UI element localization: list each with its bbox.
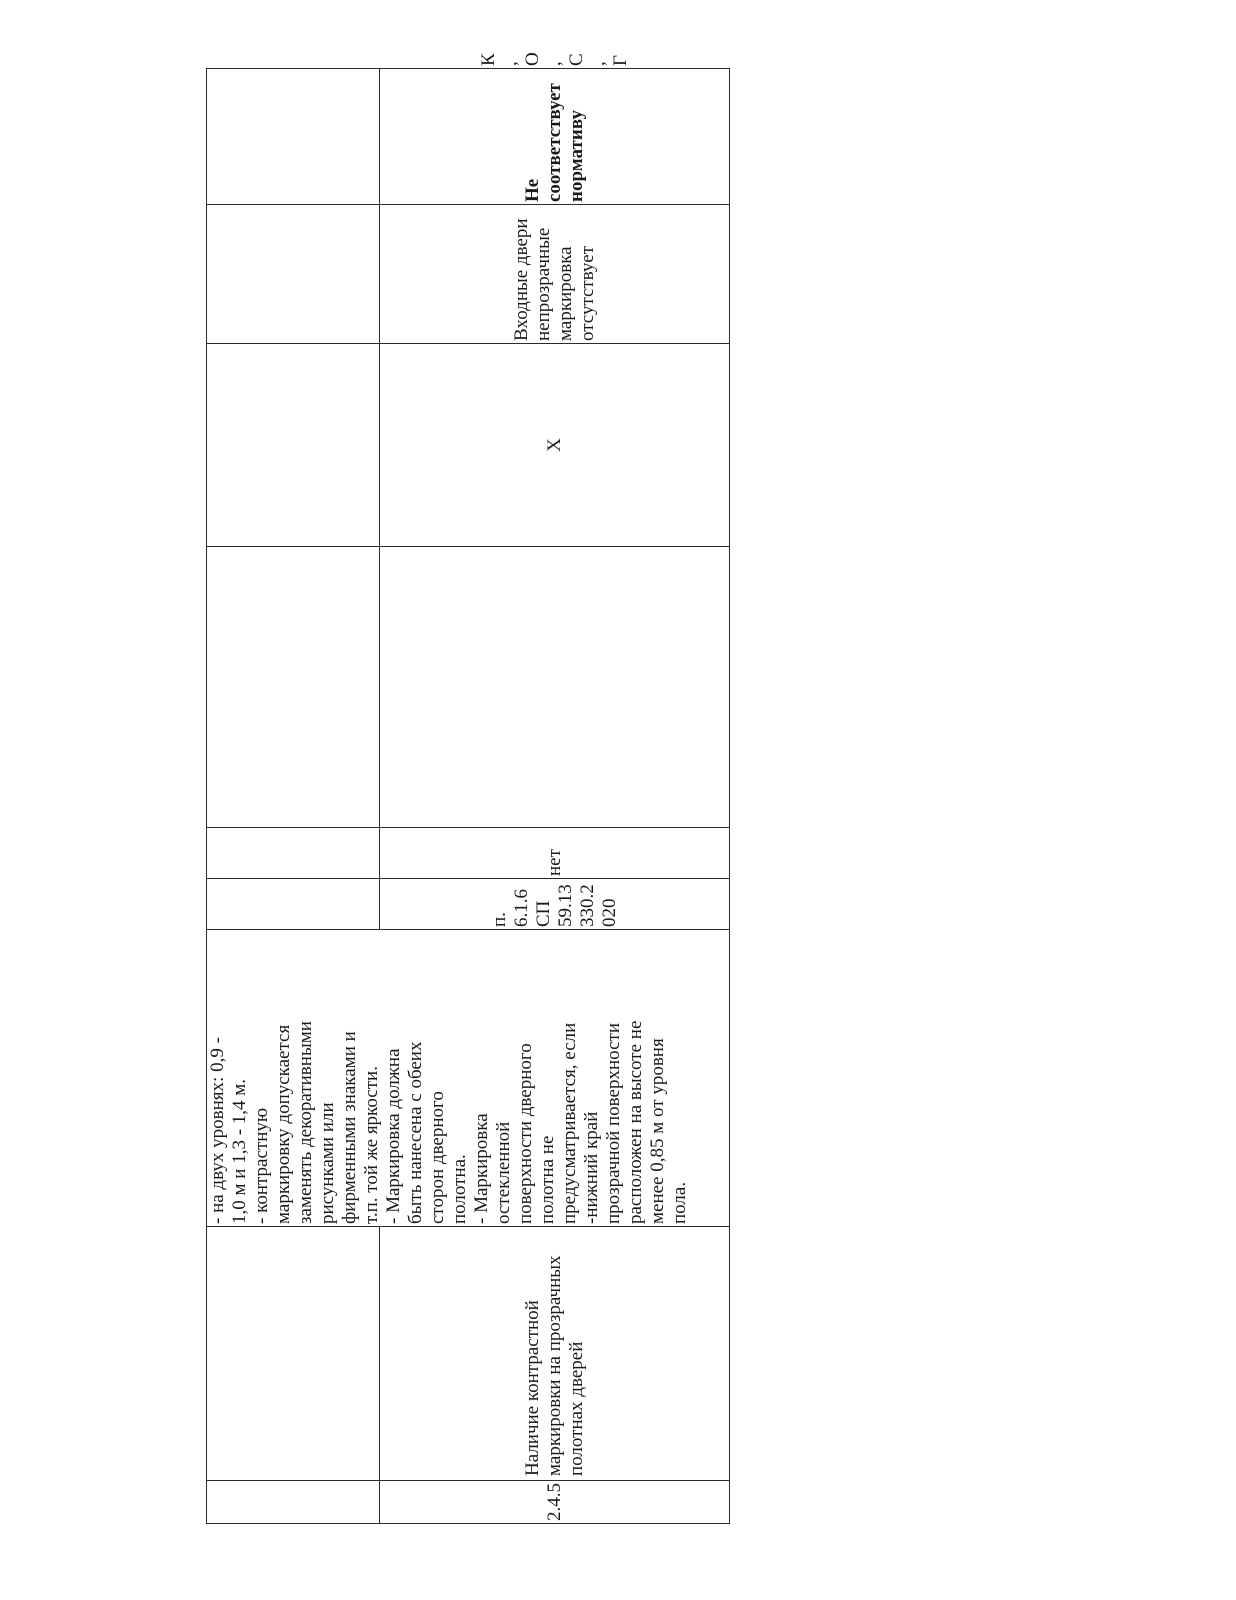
description-cell: Входные двери непрозрачные маркировка отсутствует <box>380 205 730 344</box>
requirement-line: - Маркировка должна <box>383 1048 404 1224</box>
requirement-text <box>207 932 691 1224</box>
requirement-line: - Маркировка <box>471 1113 492 1224</box>
norm-reference-cell: п. 6.1.6 СП 59.13330.2020 <box>380 879 730 930</box>
mark-cell: Х <box>380 344 730 547</box>
row-number: 2.4.5 <box>380 1481 730 1524</box>
cell-requirement <box>207 930 730 1227</box>
cell-empty-cont <box>207 547 380 828</box>
requirement-line: -нижний край <box>581 1111 602 1224</box>
indicator-cell: Наличие контрастной маркировки на прозрачных полотнах дверей <box>380 1227 730 1481</box>
requirement-line: маркировку допускается <box>273 1024 294 1224</box>
cell-mark-cont <box>207 344 380 547</box>
requirement-line: полотна не <box>537 1135 558 1224</box>
requirement-line: заменять декоративными <box>295 1021 316 1224</box>
table-row-2-4-5: 2.4.5 Наличие контрастной маркировки на прозрачных полотнах дверей п. 6.1.6 СП 59.13330.2020 нет Х Входные двери непрозрачные маркировка отсутствует Не соответствует нормативу К,О,С,Г <box>380 69 730 1524</box>
conclusion-cell: Не соответствует нормативу <box>380 69 730 205</box>
empty-cell <box>380 547 730 828</box>
requirement-line: т.п. той же яркости. <box>361 1066 382 1224</box>
requirement-line: прозрачной поверхности <box>603 1023 624 1224</box>
requirement-line: расположен на высоте не <box>625 1020 646 1224</box>
presence-cell: нет <box>380 828 730 879</box>
requirement-line: - контрастную <box>251 1107 272 1224</box>
requirement-line: фирменными знаками и <box>339 1031 360 1224</box>
requirement-line: рисунками или <box>317 1102 338 1224</box>
requirement-line: остекленной <box>493 1121 514 1224</box>
requirement-line: менее 0,85 м от уровня <box>647 1038 668 1224</box>
cell-description-cont <box>207 205 380 344</box>
requirement-line: быть нанесена с обеих <box>405 1041 426 1224</box>
inspection-table <box>206 52 730 1524</box>
cell-indicator-cont <box>207 1227 380 1481</box>
requirement-line: 1,0 м и 1,3 - 1,4 м. <box>229 1078 250 1224</box>
cell-presence-cont <box>207 828 380 879</box>
requirement-line: - на двух уровнях: 0,9 - <box>207 1037 228 1224</box>
table-row-continuation <box>207 69 380 1524</box>
cell-number-cont <box>207 1481 380 1524</box>
requirement-line: полотна. <box>449 1154 470 1224</box>
cell-norm-cont <box>207 879 380 930</box>
requirement-line: предусматривается, если <box>559 1022 580 1224</box>
rotated-inspection-table <box>206 52 727 1524</box>
cell-conclusion-cont <box>207 69 380 205</box>
requirement-line: пола. <box>669 1181 690 1224</box>
requirement-line: сторон дверного <box>427 1091 448 1224</box>
requirement-line: поверхности дверного <box>515 1043 536 1224</box>
